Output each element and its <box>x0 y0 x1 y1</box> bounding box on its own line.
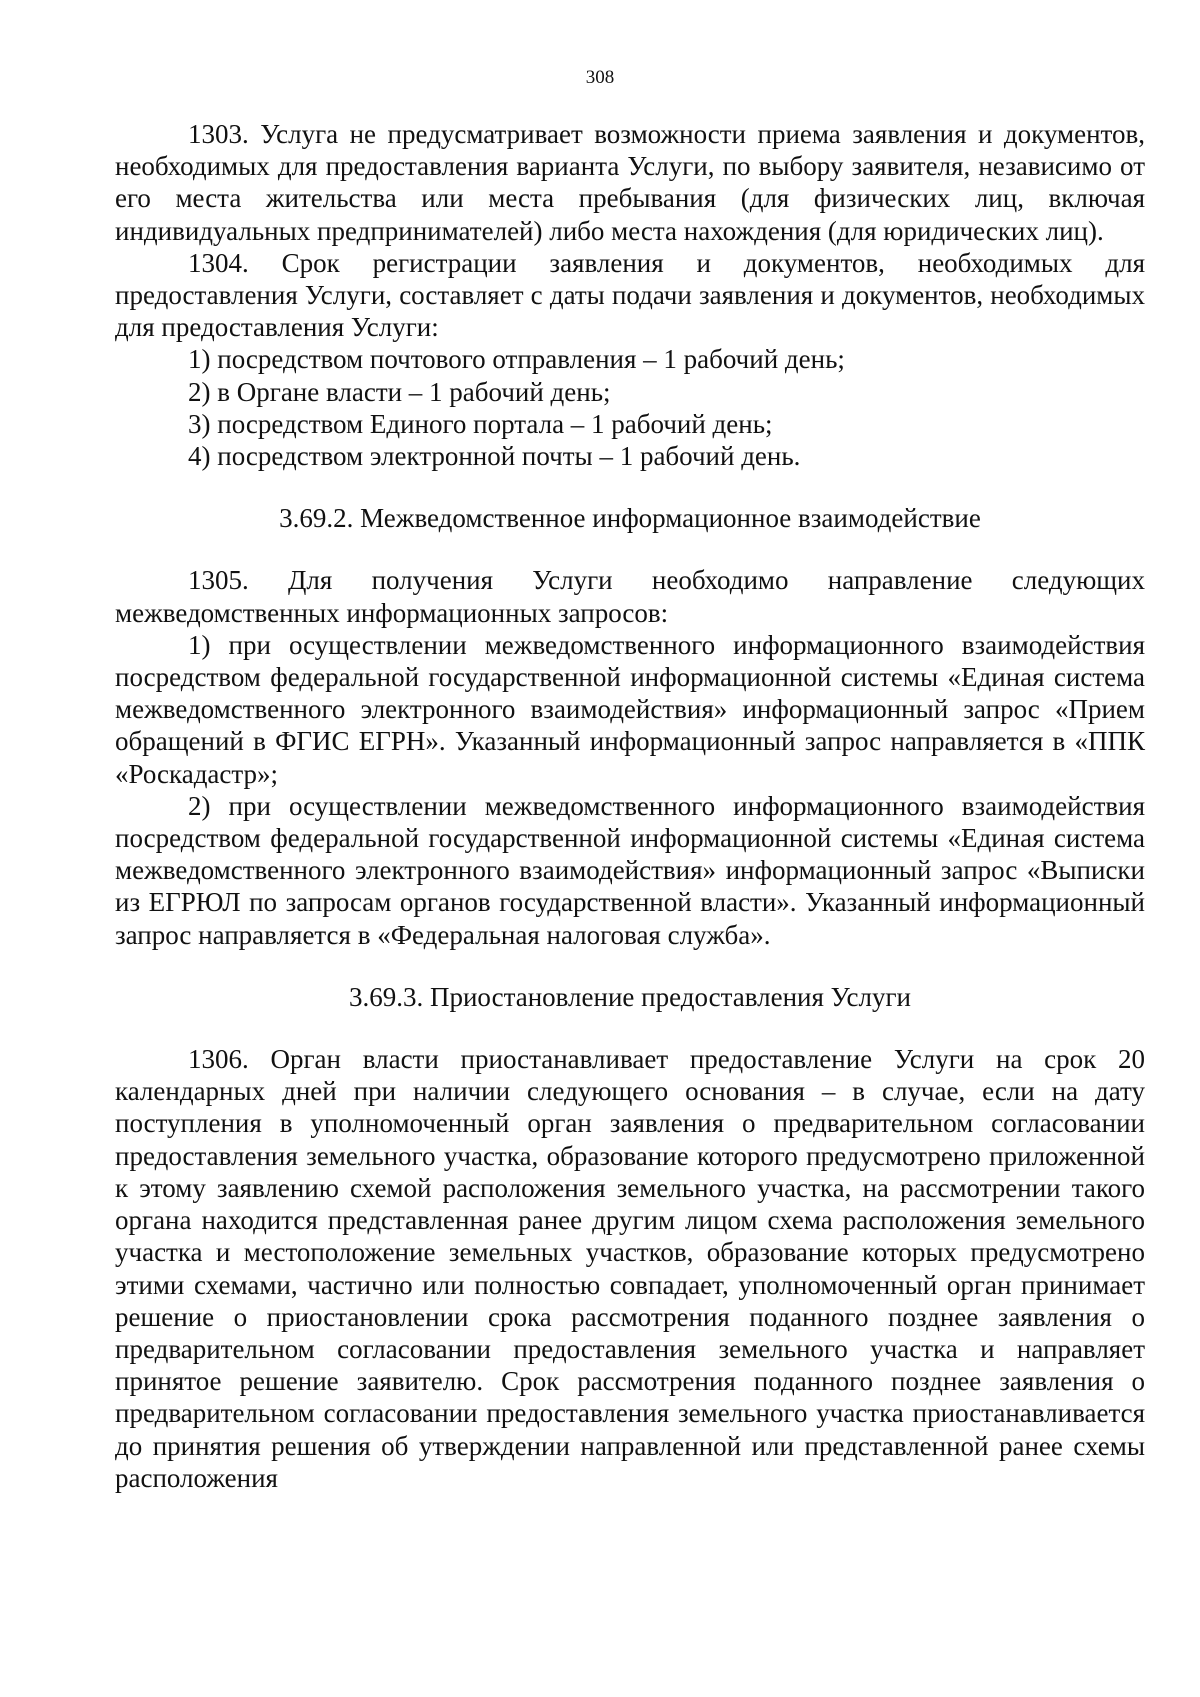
paragraph-1304: 1304. Срок регистрации заявления и документов, необходимых для предоставления Услуги, составляет с даты подачи заявления и документов, необходимых для предоставления Услуги: <box>115 247 1145 343</box>
list-item: 1) при осуществлении межведомственного информационного взаимодействия посредством федеральной государственной информационной системы «Единая система межведомственного электронного взаимодействия» информационный запрос «Прием обращений в ФГИС ЕГРН». Указанный информационный запрос направляется в «ППК «Роскадастр»; <box>115 629 1145 789</box>
list-item: 2) при осуществлении межведомственного информационного взаимодействия посредством федеральной государственной информационной системы «Единая система межведомственного электронного взаимодействия» информационный запрос «Выписки из ЕГРЮЛ по запросам органов государственной власти». Указанный информационный запрос направляется в «Федеральная налоговая служба». <box>115 790 1145 950</box>
list-item: 4) посредством электронной почты – 1 рабочий день. <box>188 441 801 472</box>
list-item: 2) в Органе власти – 1 рабочий день; <box>188 376 611 407</box>
list-item: 3) посредством Единого портала – 1 рабочий день; <box>188 408 773 439</box>
section-heading: 3.69.3. Приостановление предоставления Услуги <box>348 981 911 1012</box>
paragraph-1305: 1305. Для получения Услуги необходимо направление следующих межведомственных информационных запросов: <box>115 565 1145 628</box>
paragraph-1306: 1306. Орган власти приостанавливает предоставление Услуги на срок 20 календарных дней при наличии следующего основания – в случае, если на дату поступления в уполномоченный орган заявления о предварительном согласовании предоставления земельного участка, образование которого предусмотрено приложенной к этому заявлению схемой расположения земельного участка, на рассмотрении такого органа находится представленная ранее другим лицом схема расположения земельного участка и местоположение земельных участков, образование которых предусмотрено этими схемами, частично или полностью совпадает, уполномоченный орган принимает решение о приостановлении срока рассмотрения поданного позднее заявления о предварительном согласовании предоставления земельного участка и направляет принятое решение заявителю. Срок рассмотрения поданного позднее заявления о предварительном согласовании предоставления земельного участка приостанавливается до принятия решения об утверждении направленной или представленной ранее схемы расположения <box>115 1044 1145 1493</box>
page-number: 308 <box>585 67 615 88</box>
section-heading: 3.69.2. Межведомственное информационное взаимодействие <box>279 503 981 534</box>
list-item: 1) посредством почтового отправления – 1 рабочий день; <box>188 344 845 375</box>
paragraph-1303: 1303. Услуга не предусматривает возможности приема заявления и документов, необходимых для предоставления варианта Услуги, по выбору заявителя, независимо от его места жительства или места пребывания (для физических лиц, включая индивидуальных предпринимателей) либо места нахождения (для юридических лиц). <box>115 119 1145 246</box>
document-body <box>115 118 1145 1494</box>
